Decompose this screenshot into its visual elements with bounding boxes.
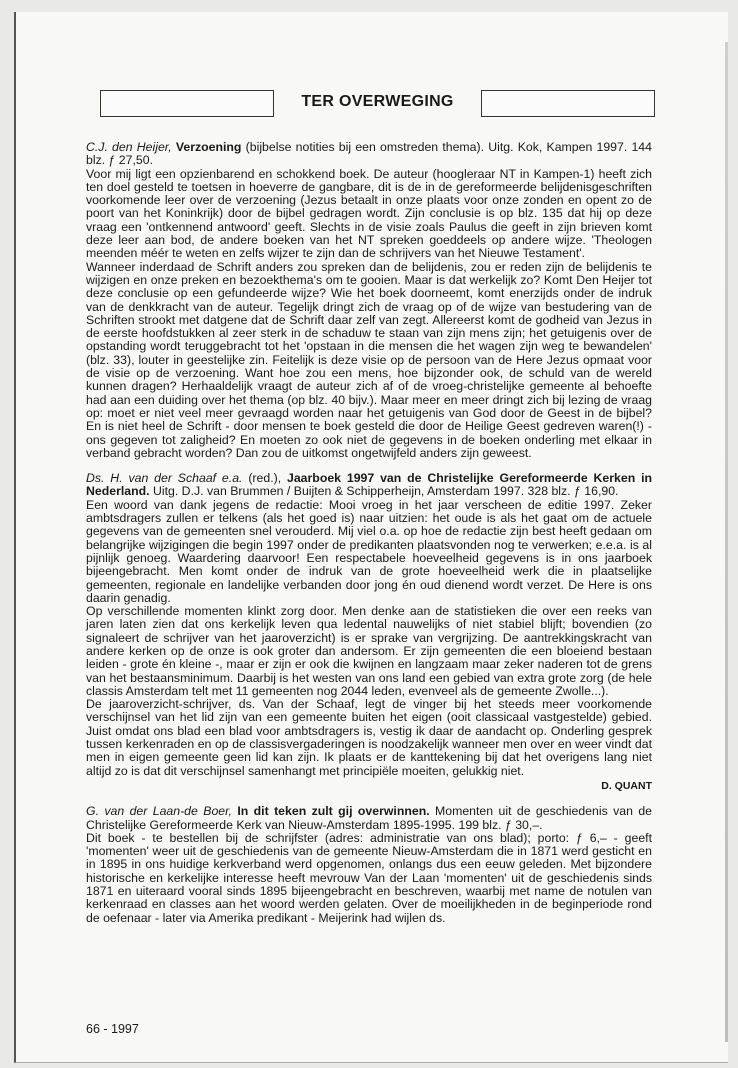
review-book-details: (bijbelse notities bij een omstreden thema). Uitg. Kok, Kampen 1997. 144 blz. ƒ 27,50. <box>86 140 652 168</box>
review-book-title: Jaarboek 1997 van de Christelijke Gereformeerde Kerken in Nederland. <box>86 471 653 499</box>
review-author: G. van der Laan-de Boer, <box>86 804 232 819</box>
review-book-details: Momenten uit de geschiedenis van de Christelijke Gereformeerde Kerk van Nieuw-Amsterdam 1895-1995. 199 blz. ƒ 30,–. <box>86 804 652 832</box>
review-verzoening <box>86 141 652 460</box>
section-header <box>100 90 655 120</box>
review-book-title: In dit teken zult gij overwinnen. <box>237 804 430 819</box>
header-box-left <box>100 90 274 117</box>
review-paragraph: De jaaroverzicht-schrijver, ds. Van der Schaaf, legt de vinger bij het steeds meer voorkomende verschijnsel van het lid zijn van een gemeente buiten het eigen (ooit classicaal vastgestelde) gebied. Juist omdat ons blad een blad voor ambtsdragers is, vestig ik daar de aandacht op. Onderling gesprek tussen kerkenraden en op de classisvergaderingen is noodzakelijk wanneer men over en weer vindt dat men in eigen gemeente geen lid kan zijn. Ik plaats er de kanttekening bij dat het overigens lang niet altijd zo is dat dit verschijnsel samenhangt met principiële moeiten, gelukkig niet. <box>86 697 652 778</box>
review-book-details: Uitg. D.J. van Brummen / Buijten & Schipperheijn, Amsterdam 1997. 328 blz. ƒ 16,90. <box>152 484 619 499</box>
review-author: C.J. den Heijer, <box>86 140 172 154</box>
page-number: 66 - 1997 <box>86 1022 139 1036</box>
review-author: Ds. H. van der Schaaf e.a. <box>86 471 243 486</box>
review-citation <box>86 472 652 499</box>
review-citation <box>86 805 652 832</box>
review-nieuw-amsterdam <box>86 805 652 925</box>
article-body <box>86 141 652 937</box>
scan-edge <box>725 42 728 1042</box>
review-editor-note: (red.), <box>248 471 282 486</box>
review-paragraph: Voor mij ligt een opzienbarend en schokkend boek. De auteur (hoogleraar NT in Kampen-1) heeft zich ten doel gesteld te toetsen in hoeverre de gangbare, dit is de in de gereformeerde belijdenisgeschriften voorkomende leer over de verzoening (Jezus betaalt in onze plaats voor onze zonden en opent zo de poort van het Koninkrijk) door de bijbel gedragen wordt. Zijn conclusie is op blz. 135 dat hij op deze vraag een 'ontkennend antwoord' geeft. Slechts in de visie zoals Paulus die geeft in zijn brieven komt deze leer aan bod, de andere boeken van het NT spreken goeddeels op andere wijze. 'Theologen meenden méér te weten en zelfs wijzer te zijn dan de schrijvers van het Nieuwe Testament'. <box>86 166 652 261</box>
review-book-title: Verzoening <box>175 140 242 154</box>
reviewer-signature: D. QUANT <box>601 779 652 792</box>
review-paragraph: Een woord van dank jegens de redactie: Mooi vroeg in het jaar verscheen de editie 1997. Zeker ambtsdragers zullen er telkens (als het goed is) naar uitzien: het oude is als het gaat om de actuele gegevens van de gemeenten snel verouderd. Mij viel o.a. op hoe de redactie zijn best heeft gedaan om belangrijke wijzigingen die begin 1997 onder de predikanten plaatsvonden nog te verwerken; e.e.a. is al pijnlijk genoeg. Waardering daarvoor! Een respectabele hoeveelheid gegevens is in ons jaarboek bijeengebracht. Men komt onder de indruk van de grote hoeveelheid werk die in plaatselijke gemeenten, regionale en landelijke verbanden door jong én oud dienend wordt verzet. De Here is ons daarin genadig. <box>86 497 652 605</box>
section-title: TER OVERWEGING <box>301 93 454 110</box>
header-box-right <box>481 90 655 117</box>
review-paragraph: Wanneer inderdaad de Schrift anders zou spreken dan de belijdenis, zou er reden zijn de belijdenis te wijzigen en onze preken en bezoekthema's om te gooien. Maar is dat werkelijk zo? Komt Den Heijer tot deze conclusie op een gefundeerde wijze? Wie het boek doorneemt, komt enerzijds onder de indruk van de denkkracht van de auteur. Tegelijk dringt zich de vraag op of de wijze van bestudering van de Schriften strookt met datgene dat de Schrift daar zelf van zegt. Allereerst komt de godheid van Jezus in de eerste hoofdstukken al zeer sterk in de schaduw te staan van zijn mens zijn; het getuigenis over de opstanding wordt teruggebracht tot het 'opstaan in die mensen die het wagen zijn weg te bewandelen' (blz. 33), louter in geestelijke zin. Feitelijk is deze visie op de persoon van de Here Jezus opmaat voor de visie op de verzoening. Want hoe zou een mens, hoe bijzonder ook, de schuld van de wereld kunnen dragen? Herhaaldelijk vraagt de auteur zich af of de vroeg-christelijke gemeente al behoefte had aan een duiding over het thema (op blz. 40 bijv.). Maar meer en meer dringt zich bij lezing de vraag op: moet er niet veel meer gevraagd worden naar het getuigenis van God door de Geest in de bijbel? En is niet heel de Schrift - door mensen te boek gesteld die door de Heilige Geest gedreven waren(!) - ons gegeven tot zaligheid? En moeten zo ook niet de gegevens in de boeken onderling met elkaar in verband gebracht worden? Dan zou de uitkomst ongetwijfeld anders zijn geweest. <box>86 259 652 460</box>
review-jaarboek <box>86 472 652 793</box>
review-paragraph: Op verschillende momenten klinkt zorg door. Men denke aan de statistieken die over een reeks van jaren laten zien dat ons kerkelijk leven qua ledental nauwelijks of niet stabiel blijft; bovendien (zo signaleert de schrijver van het jaaroverzicht) is er sprake van vergrijzing. De aantrekkingskracht van andere kerken op de onze is ook groter dan andersom. Er zijn gemeenten die een bloeiend bestaan leiden - grote én kleine -, maar er zijn er ook die kwijnen en langzaam maar zeker naderen tot de grens van het bestaansminimum. Daarbij is het westen van ons land een gebied van extra grote zorg (de hele classis Amsterdam telt met 11 gemeenten nog 2044 leden, evenveel als de gemeente Zwolle...). <box>86 604 652 698</box>
review-citation <box>86 141 652 168</box>
review-paragraph: Dit boek - te bestellen bij de schrijfster (adres: administratie van ons blad); porto: ƒ 6,– - geeft 'momenten' weer uit de geschiedenis van de gemeente Nieuw-Amsterdam die in 1871 werd gesticht en in 1895 in ons huidige kerkverband werd opgenomen, onlangs dus een eeuw geleden. Met bijzondere historische en kerkelijke interesse heeft mevrouw Van der Laan 'momenten' uit de geschiedenis sinds 1871 en uiteraard vooral sinds 1895 bijeengebracht en beschreven, waarbij met name de notulen van kerkenraad en classes aan het woord werden gelaten. Over de moeilijkheden in de beginperiode rond de oefenaar - later via Amerika predikant - Meijerink had wijlen ds. <box>86 830 652 925</box>
